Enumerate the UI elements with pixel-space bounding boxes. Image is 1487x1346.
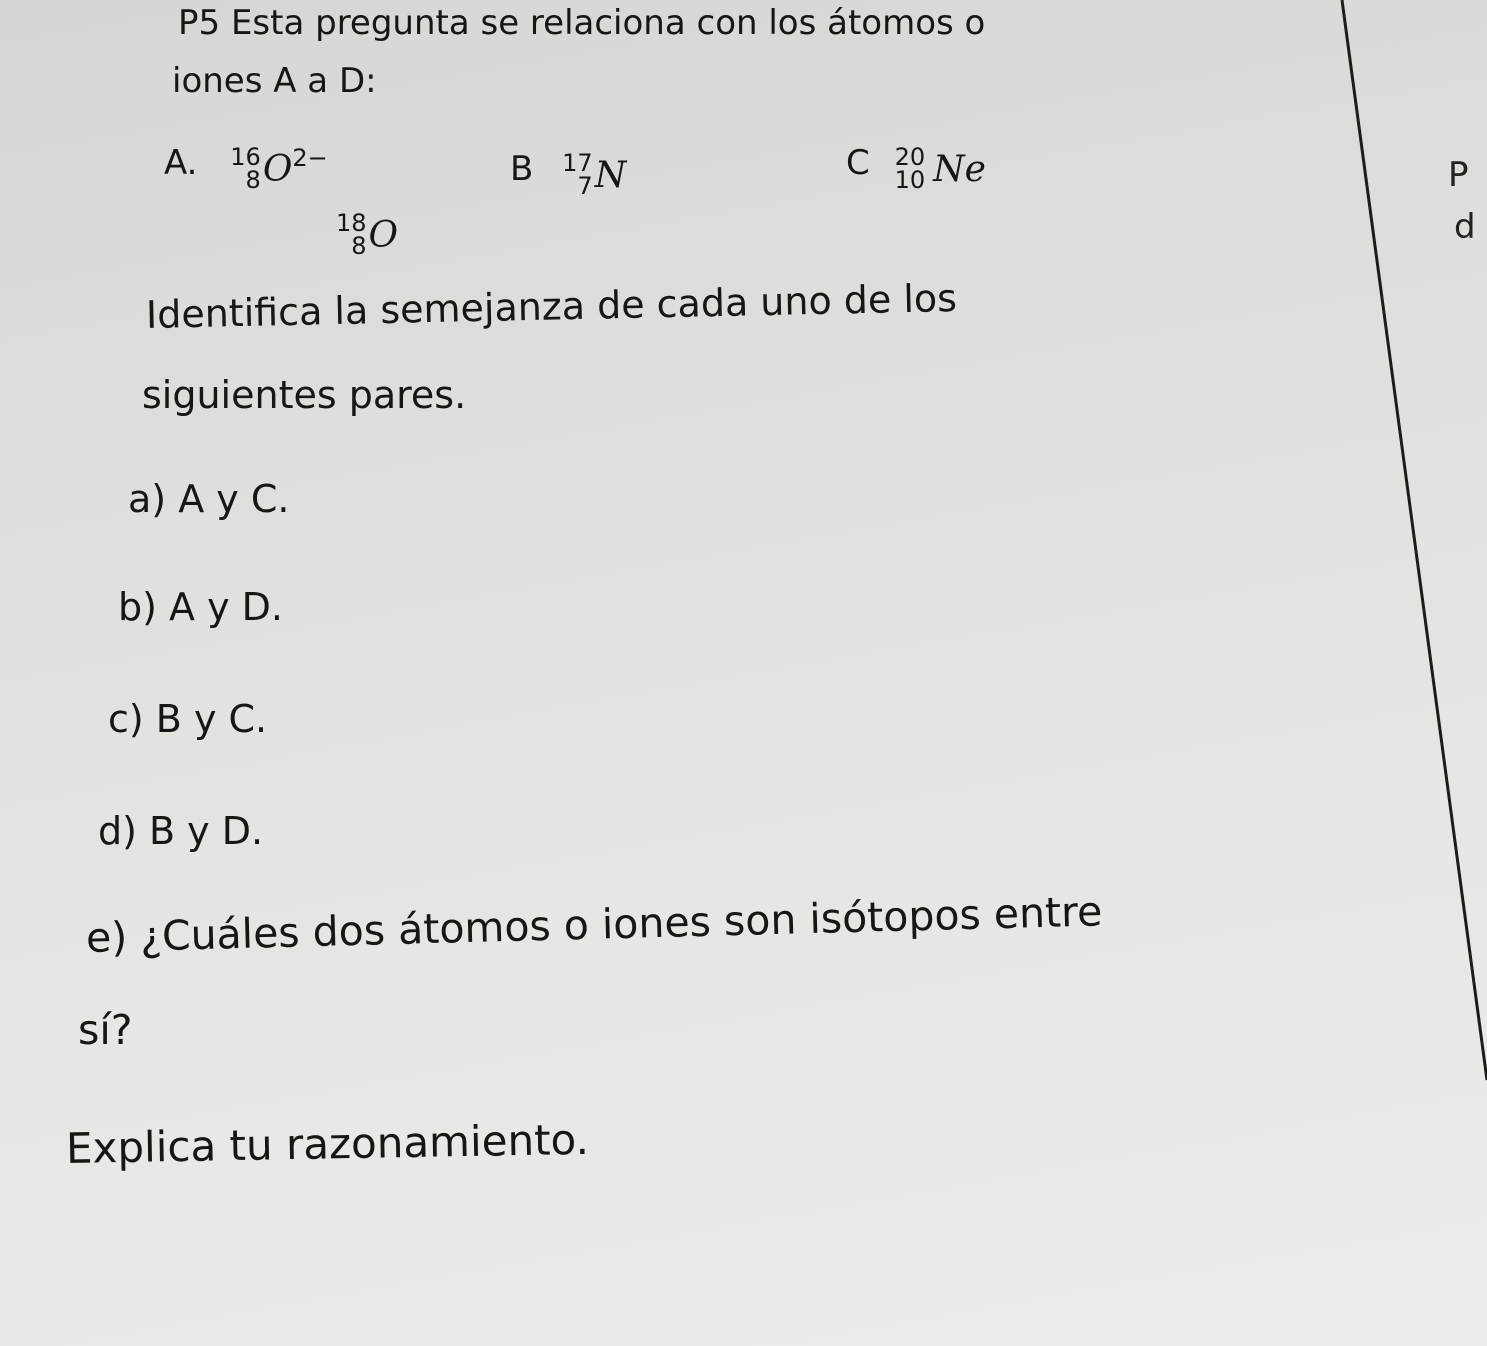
species-a-label: A. [164, 143, 198, 183]
species-c-symbol: Ne [933, 149, 986, 190]
pair-item-d: d) B y D. [98, 809, 264, 853]
pair-item-a: a) A y C. [128, 477, 290, 521]
pair-item-b: b) A y D. [118, 585, 284, 629]
species-b-atomic-number: 7 [577, 171, 593, 200]
species-a-symbol: O [262, 149, 293, 190]
question-title-continued: iones A a D: [172, 61, 377, 101]
question-e-line-2: sí? [78, 1006, 133, 1054]
species-d [336, 209, 399, 260]
species-b-label: B [510, 149, 534, 189]
species-d-symbol: O [368, 215, 399, 256]
margin-mark-bottom: d [1454, 207, 1476, 247]
pair-item-c: c) B y C. [108, 697, 268, 741]
species-c [846, 143, 986, 194]
species-c-atomic-number: 10 [894, 165, 926, 194]
species-c-label: C [846, 143, 870, 183]
species-a-charge: 2− [292, 144, 328, 172]
margin-mark-top: P [1448, 155, 1469, 195]
species-b-symbol: N [594, 155, 627, 196]
question-e-line-1: e) ¿Cuáles dos átomos o iones son isótopos entre [85, 887, 1103, 962]
species-b-mass-number: 17 [562, 149, 593, 177]
instruction-line-2: siguientes pares. [142, 373, 467, 417]
species-c-mass-number: 20 [894, 143, 926, 171]
species-b [510, 149, 627, 200]
species-a [164, 143, 328, 194]
instruction-line-1: Identifica la semejanza de cada uno de los [145, 276, 958, 337]
species-a-atomic-number: 8 [245, 165, 261, 194]
species-d-atomic-number: 8 [351, 231, 367, 260]
species-a-mass-number: 16 [230, 143, 261, 171]
species-d-mass-number: 18 [336, 209, 367, 237]
question-title: P5 Esta pregunta se relaciona con los átomos o [178, 3, 986, 43]
explain-reasoning-prompt: Explica tu razonamiento. [65, 1114, 590, 1173]
